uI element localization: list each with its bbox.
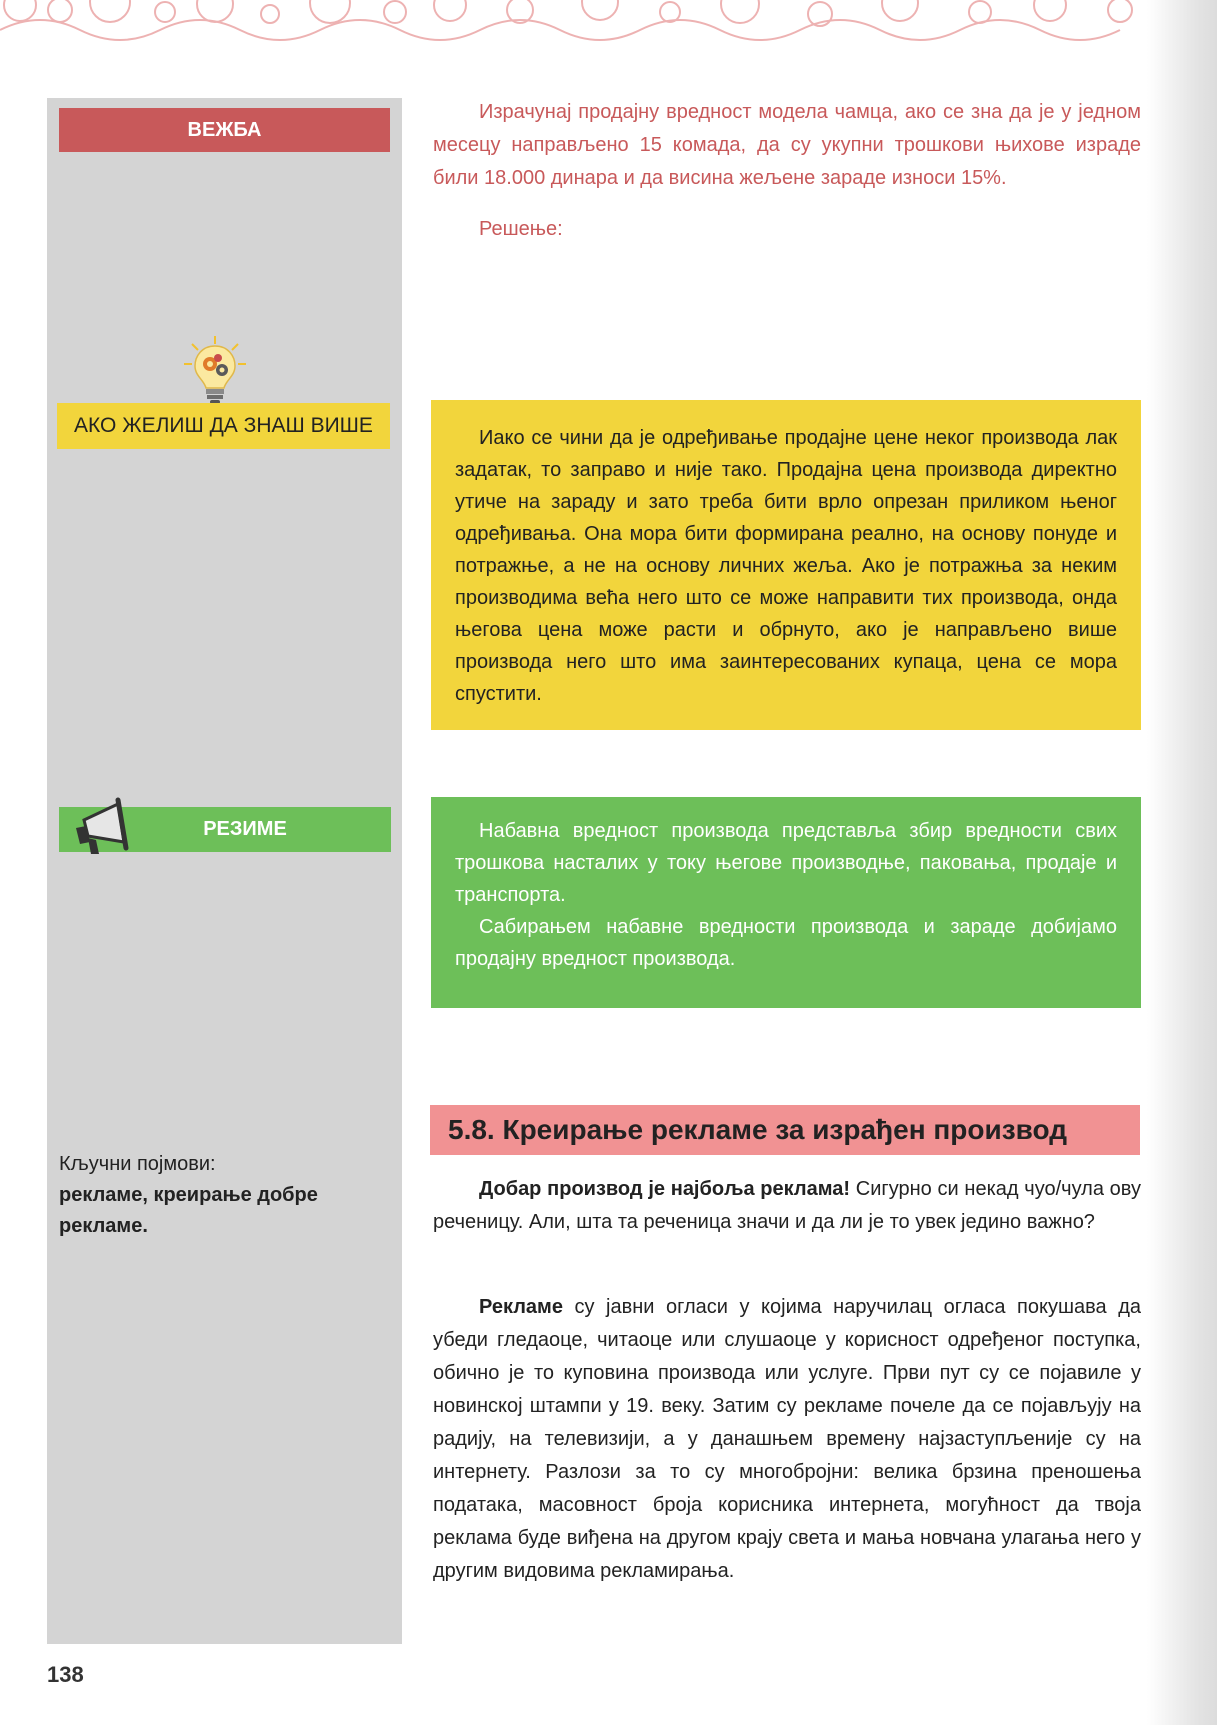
exercise-text: Израчунај продајну вредност модела чамца, ако се зна да је у једном месецу направљено 15 комада, да су укупни трошкови њихове израде били 18.000 динара и да висина жељене зараде износи 15%. xyxy=(433,101,1141,189)
learn-more-text: Иако се чини да је одређивање продајне цене неког производа лак задатак, то заправо и није тако. Продајна цена производа директно утиче на зараду и зато треба бити врло опрезан приликом њеног одређивања. Она мора бити формирана реално, на основу понуде и потражње, а не на основу личних жеља. Ако је потражња за неким производима већа него што се може направити тих производа, онда његова цена може расти и обрнуто, ако је направљено више производа него што има заинтересованих купаца, цена се мора спустити. xyxy=(455,427,1117,705)
page-edge-shadow xyxy=(1147,0,1217,1725)
summary-label: РЕЗИМЕ xyxy=(59,807,391,852)
key-terms-title: Кључни појмови: xyxy=(59,1153,216,1175)
summary-paragraph-2: Сабирањем набавне вредности производа и зараде добијамо продајну вредност производа. xyxy=(455,916,1117,970)
learn-more-label: АКО ЖЕЛИШ ДА ЗНАШ ВИШЕ xyxy=(57,403,390,449)
lightbulb-gears-icon xyxy=(180,334,250,406)
exercise-text-block xyxy=(433,96,1141,246)
decorative-header-pattern xyxy=(0,0,1150,45)
section-heading: 5.8. Креирање рекламе за израђен производ xyxy=(430,1105,1140,1155)
exercise-label: ВЕЖБА xyxy=(59,108,390,152)
paragraph-1-lead: Добар производ је најбоља реклама! xyxy=(479,1178,851,1200)
paragraph-1-text: Сигурно си некад чуо/чула ову реченицу. Али, шта та реченица значи и да ли је то увек једино важно? xyxy=(433,1178,1141,1233)
summary-box xyxy=(431,797,1141,1008)
solution-label: Решење: xyxy=(479,218,563,240)
key-terms-list: рекламе, креирање добре рекламе. xyxy=(59,1184,318,1237)
paragraph-2-lead: Рекламе xyxy=(479,1296,563,1318)
paragraph-2-text: су јавни огласи у којима наручилац огласа покушава да убеди гледаоце, читаоце или слушаоце у корисност одређеног поступка, обично је то куповина производа или услуге. Први пут су се појавиле у новинској штампи у 19. веку. Затим су рекламе почеле да се појављују на радију, на телевизији, а у данашњем времену најзаступљеније су на интернету. Разлози за то су многобројни: велика брзина преношења података, масовност броја корисника интернета, могућност да твоја реклама буде виђена на другом крају света и мања новчана улагања него у другим видовима рекламирања. xyxy=(433,1296,1141,1582)
summary-paragraph-1: Набавна вредност производа представља збир вредности свих трошкова насталих у току његове производње, паковања, продаје и транспорта. xyxy=(455,820,1117,906)
key-terms xyxy=(59,1149,379,1242)
sidebar-panel xyxy=(47,98,402,1644)
page-number: 138 xyxy=(47,1662,84,1687)
learn-more-box xyxy=(431,400,1141,730)
megaphone-icon xyxy=(66,790,136,860)
section-paragraph-1 xyxy=(433,1173,1141,1239)
section-paragraph-2 xyxy=(433,1291,1141,1588)
